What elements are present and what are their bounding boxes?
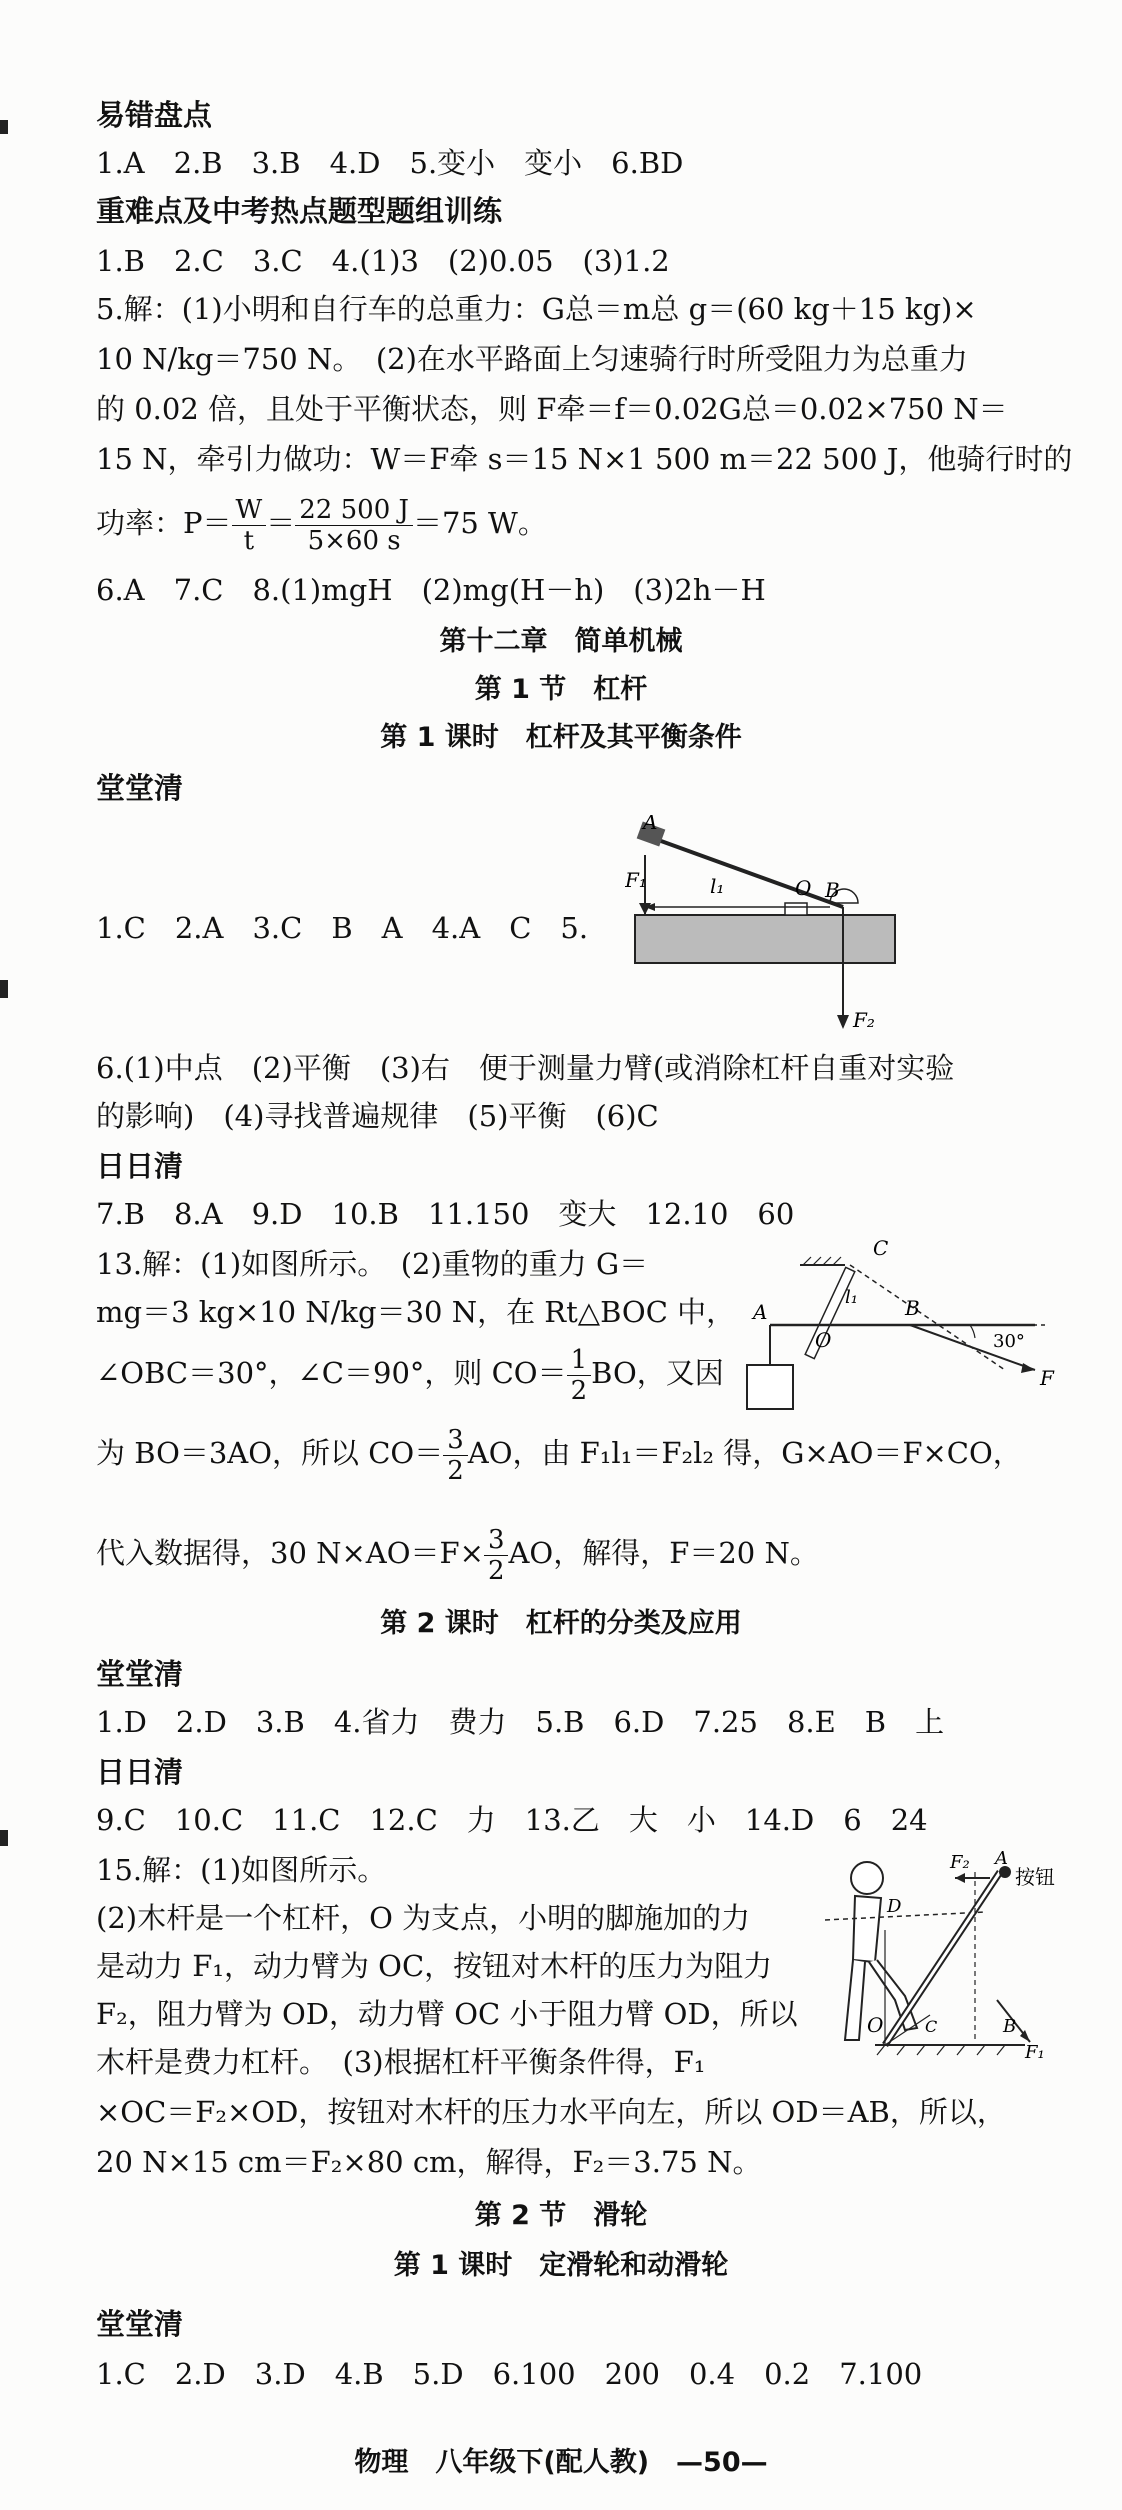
label-a: A	[995, 1850, 1008, 1869]
answer-line: 5.解：(1)小明和自行车的总重力：G总＝m总 g＝(60 kg＋15 kg)×	[96, 292, 977, 326]
rope-extension-line	[850, 1265, 1005, 1370]
answer-line: 1.C 2.A 3.C B A 4.A C 5.	[96, 911, 589, 945]
subsection-heading: 日日清	[96, 1149, 184, 1183]
answer-line: 7.B 8.A 9.D 10.B 11.150 变大 12.10 60	[96, 1197, 795, 1231]
answer-line: 15 N，牵引力做功：W＝F牵 s＝15 N×1 500 m＝22 500 J，他骑行时的	[96, 442, 1073, 476]
label-f1: F₁	[1025, 2042, 1045, 2060]
boy-stick-button-figure	[825, 1850, 1065, 2060]
scan-edge-mark	[0, 120, 8, 134]
lesson-title: 第 1 课时 杠杆及其平衡条件	[380, 722, 742, 753]
lever-rope-diagram-figure	[745, 1235, 1065, 1435]
denominator: 2	[570, 1375, 588, 1406]
label-o: O	[815, 1328, 832, 1352]
label-o: O	[795, 876, 812, 900]
weight-box	[747, 1365, 793, 1409]
answer-line: 是动力 F₁，动力臂为 OC，按钮对木杆的压力为阻力	[96, 1949, 773, 1983]
answer-line: 9.C 10.C 11.C 12.C 力 13.乙 大 小 14.D 6 24	[96, 1803, 928, 1837]
numerator: 22 500 J	[295, 495, 413, 526]
answer-line: 10 N/kg＝750 N。 (2)在水平路面上匀速骑行时所受阻力为总重力	[96, 342, 968, 376]
formula-text: AO，解得，F＝20 N。	[508, 1536, 819, 1570]
answer-line: 的影响) (4)寻找普遍规律 (5)平衡 (6)C	[96, 1099, 659, 1133]
label-b: B	[1003, 2016, 1017, 2037]
label-c: C	[925, 2017, 938, 2036]
label-a: A	[643, 815, 658, 834]
formula-text: ＝	[266, 506, 296, 540]
scan-edge-mark	[0, 1830, 8, 1846]
boy-body	[853, 1896, 881, 1962]
formula-text: ∠OBC＝30°，∠C＝90°，则 CO＝	[96, 1356, 567, 1390]
denominator: 2	[487, 1555, 505, 1586]
answer-line-power-formula	[96, 490, 1052, 556]
label-b: B	[905, 1296, 920, 1320]
answer-line: 1.C 2.D 3.D 4.B 5.D 6.100 200 0.4 0.2 7.100	[96, 2357, 923, 2391]
label-a: A	[753, 1300, 768, 1324]
formula-text: 代入数据得，30 N×AO＝F×	[96, 1536, 484, 1570]
subsection-heading: 日日清	[96, 1755, 184, 1789]
numerator: W	[232, 495, 267, 526]
label-l1: l₁	[710, 874, 725, 898]
answer-line: 6.A 7.C 8.(1)mgH (2)mg(H－h) (3)2h－H	[96, 573, 766, 607]
lever-diagram-figure	[625, 815, 905, 1045]
answer-line: 13.解：(1)如图所示。 (2)重物的重力 G＝	[96, 1247, 649, 1281]
section-heading: 易错盘点	[96, 98, 213, 132]
answer-line: 15.解：(1)如图所示。	[96, 1853, 387, 1887]
answer-line: 6.(1)中点 (2)平衡 (3)右 便于测量力臂(或消除杠杆自重对实验	[96, 1051, 955, 1085]
fraction	[443, 1425, 468, 1486]
answer-line: F₂，阻力臂为 OD，动力臂 OC 小于阻力臂 OD，所以	[96, 1997, 798, 2031]
label-angle: 30°	[993, 1331, 1025, 1352]
answer-line: mg＝3 kg×10 N/kg＝30 N，在 Rt△BOC 中，	[96, 1295, 736, 1329]
denominator: 2	[447, 1455, 464, 1486]
fraction	[295, 495, 413, 556]
answer-line: 1.B 2.C 3.C 4.(1)3 (2)0.05 (3)1.2	[96, 244, 670, 278]
section-title: 第 1 节 杠杆	[474, 674, 648, 705]
answer-line-angle	[96, 1340, 722, 1406]
chapter-title: 第十二章 简单机械	[439, 626, 683, 657]
fraction	[232, 495, 267, 556]
lesson-title: 第 2 课时 杠杆的分类及应用	[380, 1608, 742, 1639]
denominator: t	[243, 525, 255, 556]
section-heading: 重难点及中考热点题型题组训练	[96, 194, 503, 228]
label-f: F	[1040, 1366, 1054, 1390]
answer-line: (2)木杆是一个杠杆，O 为支点，小明的脚施加的力	[96, 1901, 751, 1935]
label-button: 按钮	[1015, 1865, 1055, 1889]
answer-line: 1.D 2.D 3.B 4.省力 费力 5.B 6.D 7.25 8.E B 上	[96, 1705, 945, 1739]
formula-text: BO，又因	[591, 1356, 724, 1390]
answer-line: 20 N×15 cm＝F₂×80 cm，解得，F₂＝3.75 N。	[96, 2145, 762, 2179]
denominator: 5×60 s	[307, 525, 401, 556]
answer-line-co	[96, 1420, 1052, 1486]
answer-line: 木杆是费力杠杆。 (3)根据杠杆平衡条件得，F₁	[96, 2045, 706, 2079]
table-block	[635, 915, 895, 963]
label-f2: F₂	[853, 1008, 875, 1032]
numerator: 3	[484, 1525, 509, 1556]
lesson-title: 第 1 课时 定滑轮和动滑轮	[393, 2250, 729, 2281]
subsection-heading: 堂堂清	[96, 771, 184, 805]
formula-text: 功率：P＝	[96, 506, 232, 540]
boy-head	[851, 1862, 883, 1894]
formula-text: AO，由 F₁l₁＝F₂l₂ 得，G×AO＝F×CO，	[467, 1436, 1022, 1470]
label-l1: l₁	[845, 1287, 858, 1308]
numerator: 1	[567, 1345, 592, 1376]
answer-line: 1.A 2.B 3.B 4.D 5.变小 变小 6.BD	[96, 146, 684, 180]
subsection-heading: 堂堂清	[96, 1657, 184, 1691]
fraction	[567, 1345, 592, 1406]
answer-line: ×OC＝F₂×OD，按钮对木杆的压力水平向左，所以 OD＝AB，所以，	[96, 2095, 1006, 2129]
label-c: C	[873, 1236, 889, 1260]
formula-text: ＝75 W。	[412, 506, 547, 540]
formula-text: 为 BO＝3AO，所以 CO＝	[96, 1436, 444, 1470]
page-footer: 物理 八年级下(配人教) —50—	[354, 2447, 768, 2478]
answer-line-result	[96, 1520, 1052, 1586]
boy-leg	[845, 1960, 865, 2040]
lever-bar	[650, 837, 843, 907]
label-d: D	[887, 1896, 902, 1917]
answer-line: 的 0.02 倍，且处于平衡状态，则 F牵＝f＝0.02G总＝0.02×750 N＝	[96, 392, 1008, 426]
label-b: B	[825, 878, 840, 902]
label-f2: F₂	[950, 1852, 970, 1873]
lever-support	[785, 903, 807, 915]
section-title: 第 2 节 滑轮	[474, 2200, 648, 2231]
label-f1: F₁	[625, 868, 647, 892]
subsection-heading: 堂堂清	[96, 2307, 184, 2341]
scan-edge-mark	[0, 980, 8, 998]
fraction	[484, 1525, 509, 1586]
numerator: 3	[443, 1425, 468, 1456]
label-o: O	[867, 2013, 884, 2037]
